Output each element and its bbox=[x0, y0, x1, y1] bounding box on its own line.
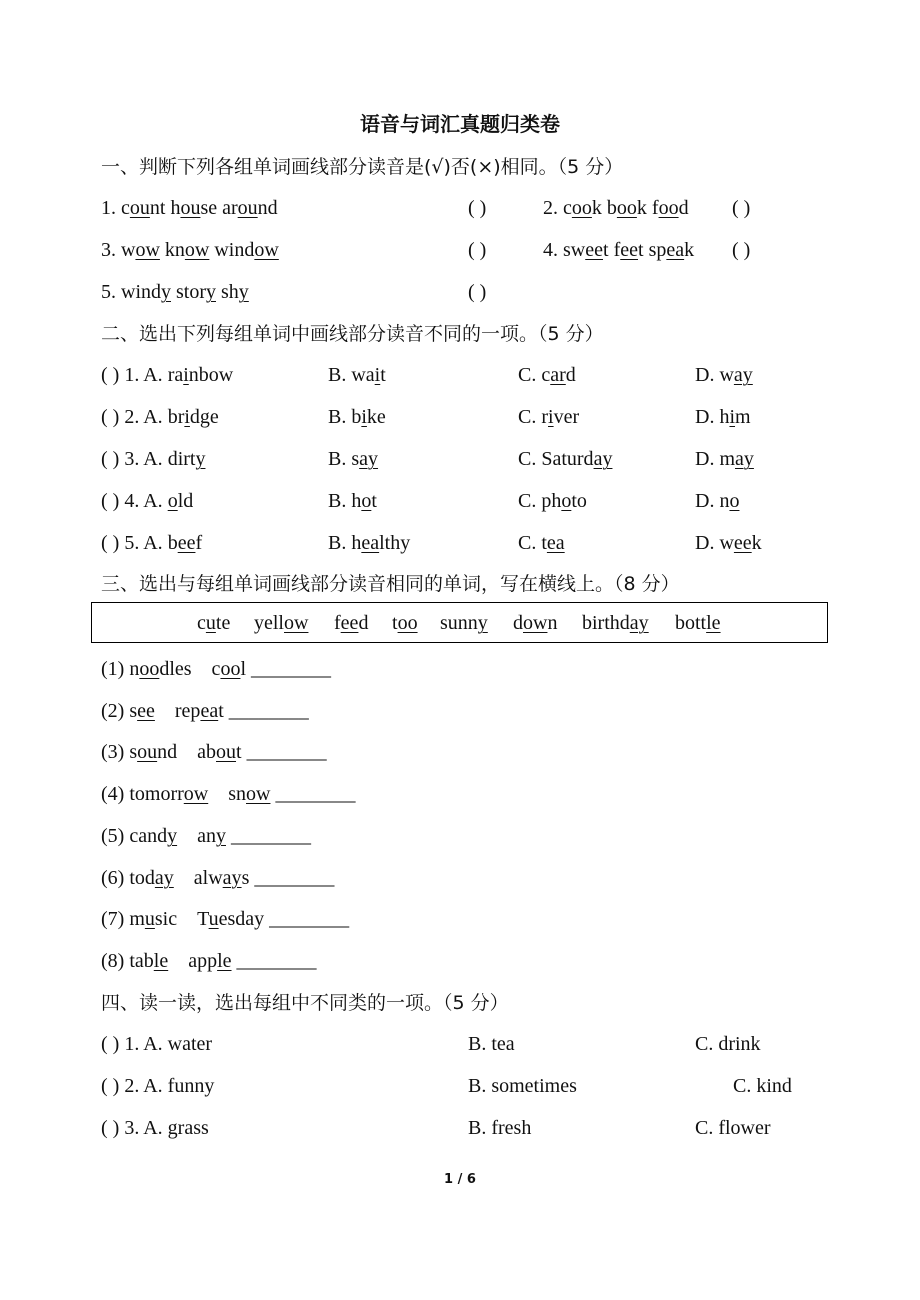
answer-blank[interactable]: ________ bbox=[269, 908, 350, 931]
underlined-sound: le bbox=[217, 949, 232, 972]
word: snow bbox=[228, 783, 271, 806]
judge-words: 1. count house around bbox=[101, 197, 278, 219]
underlined-sound: ee bbox=[585, 239, 603, 261]
judge-words: 4. sweet feet speak bbox=[543, 239, 695, 261]
word: shy bbox=[221, 281, 249, 303]
category-option-b: B. tea bbox=[468, 1033, 515, 1055]
choice-option: D. may bbox=[695, 448, 754, 470]
word: old bbox=[167, 490, 194, 512]
category-option-b: B. fresh bbox=[468, 1117, 532, 1139]
answer-blank[interactable]: ________ bbox=[230, 824, 311, 847]
word: candy bbox=[129, 824, 178, 847]
word: river bbox=[541, 406, 580, 428]
word-bank-word bbox=[440, 612, 488, 635]
answer-blank[interactable]: ________ bbox=[246, 741, 327, 764]
word: sound bbox=[129, 741, 178, 764]
word: bottle bbox=[675, 612, 721, 634]
word: way bbox=[719, 364, 753, 386]
underlined-sound: ee bbox=[620, 239, 638, 261]
word: count bbox=[121, 197, 166, 219]
section4-heading: 四、读一读，选出每组中不同类的一项。（5 分） bbox=[101, 992, 509, 1014]
word: today bbox=[129, 866, 174, 889]
judge-item bbox=[0, 279, 920, 305]
word: house bbox=[170, 197, 218, 219]
sound-match-item: (7) music Tuesday ________ bbox=[101, 908, 350, 931]
choice-option: C. river bbox=[518, 406, 580, 428]
choice-option: B. healthy bbox=[328, 532, 411, 554]
underlined-sound: i bbox=[183, 364, 189, 386]
category-option-c: C. kind bbox=[733, 1075, 792, 1097]
judge-words: 2. cook book food bbox=[543, 197, 689, 219]
underlined-sound: o bbox=[561, 490, 572, 512]
category-row bbox=[0, 1115, 920, 1141]
underlined-sound: y bbox=[238, 281, 249, 303]
word: cool bbox=[211, 658, 246, 680]
word: windy bbox=[121, 281, 171, 303]
choice-option-a: ( ) 1. A. rainbow bbox=[101, 364, 234, 386]
word: birthday bbox=[582, 612, 649, 634]
category-row bbox=[0, 1073, 920, 1099]
sound-match-item: (5) candy any ________ bbox=[101, 824, 311, 847]
underlined-sound: i bbox=[374, 364, 381, 386]
underlined-sound: ay bbox=[593, 448, 613, 470]
word: any bbox=[197, 824, 226, 847]
word: rainbow bbox=[167, 364, 234, 386]
choice-option: B. wait bbox=[328, 364, 386, 386]
word: bike bbox=[351, 406, 386, 428]
word: music bbox=[129, 908, 178, 931]
underlined-sound: i bbox=[184, 406, 190, 428]
word-bank-word bbox=[582, 612, 649, 635]
sound-match-item: (4) tomorrow snow ________ bbox=[101, 783, 356, 806]
word: week bbox=[719, 532, 762, 554]
underlined-sound: le bbox=[153, 949, 169, 972]
answer-parentheses[interactable]: ( ) bbox=[101, 406, 125, 428]
choice-option: C. card bbox=[518, 364, 576, 386]
underlined-sound: ou bbox=[129, 197, 150, 219]
underlined-sound: oo bbox=[658, 197, 679, 219]
category-row bbox=[0, 1031, 920, 1057]
underlined-sound: le bbox=[706, 612, 721, 634]
sound-match-item: (2) see repeat ________ bbox=[101, 699, 309, 722]
underlined-sound: oo bbox=[397, 612, 418, 634]
judge-item bbox=[0, 195, 920, 221]
choice-option: D. him bbox=[695, 406, 751, 428]
underlined-sound: u bbox=[144, 908, 155, 931]
word: know bbox=[164, 239, 210, 261]
word: may bbox=[719, 448, 754, 470]
word: too bbox=[392, 612, 418, 634]
word: always bbox=[193, 866, 250, 889]
word-bank-word bbox=[392, 612, 418, 635]
underlined-sound: ea bbox=[666, 239, 685, 261]
word: Tuesday bbox=[197, 908, 265, 931]
word: book bbox=[606, 197, 647, 219]
choice-row bbox=[0, 404, 920, 430]
word: card bbox=[541, 364, 576, 386]
underlined-sound: ay bbox=[359, 448, 379, 470]
underlined-sound: ow bbox=[246, 783, 271, 806]
choice-row bbox=[0, 362, 920, 388]
answer-parentheses[interactable]: ( ) bbox=[101, 448, 125, 470]
word: window bbox=[214, 239, 279, 261]
underlined-sound: ay bbox=[735, 448, 754, 470]
category-option-a: ( ) 3. A. grass bbox=[101, 1117, 209, 1139]
word: about bbox=[197, 741, 242, 764]
underlined-sound: ay bbox=[222, 866, 242, 889]
answer-parentheses[interactable]: ( ) bbox=[101, 490, 125, 512]
underlined-sound: oo bbox=[139, 658, 160, 680]
word: apple bbox=[188, 949, 232, 972]
answer-parentheses[interactable]: ( ) bbox=[101, 1033, 125, 1055]
category-option-a: ( ) 1. A. water bbox=[101, 1033, 213, 1055]
underlined-sound: ow bbox=[523, 612, 548, 634]
word: repeat bbox=[174, 699, 224, 722]
underlined-sound: ou bbox=[137, 741, 158, 764]
answer-parentheses[interactable]: ( ) bbox=[732, 197, 751, 219]
category-option-c: C. flower bbox=[695, 1117, 771, 1139]
underlined-sound: y bbox=[161, 281, 171, 303]
choice-option: D. no bbox=[695, 490, 740, 512]
category-option-c: C. drink bbox=[695, 1033, 761, 1055]
word: feed bbox=[334, 612, 369, 634]
underlined-sound: ee bbox=[177, 532, 196, 554]
answer-parentheses[interactable]: ( ) bbox=[732, 239, 751, 261]
answer-blank[interactable]: ________ bbox=[228, 699, 309, 722]
underlined-sound: oo bbox=[571, 197, 592, 219]
word: cute bbox=[197, 612, 231, 634]
answer-parentheses[interactable]: ( ) bbox=[468, 197, 487, 219]
choice-row bbox=[0, 530, 920, 556]
underlined-sound: y bbox=[195, 448, 206, 470]
underlined-sound: ay bbox=[629, 612, 649, 634]
choice-option: B. say bbox=[328, 448, 379, 470]
choice-option-a: ( ) 2. A. bridge bbox=[101, 406, 219, 428]
word-bank-word bbox=[513, 612, 557, 635]
underlined-sound: ow bbox=[135, 239, 160, 261]
underlined-sound: ea bbox=[200, 699, 219, 722]
category-option-a: ( ) 2. A. funny bbox=[101, 1075, 215, 1097]
word: wait bbox=[351, 364, 386, 386]
answer-blank[interactable]: ________ bbox=[275, 783, 356, 806]
page-title: 语音与词汇真题归类卷 bbox=[360, 112, 560, 136]
word: cook bbox=[563, 197, 602, 219]
word: him bbox=[719, 406, 751, 428]
underlined-sound: i bbox=[729, 406, 736, 428]
answer-blank[interactable]: ________ bbox=[251, 658, 331, 680]
word: see bbox=[129, 699, 155, 722]
word: dirty bbox=[167, 448, 206, 470]
page-number: 1 / 6 bbox=[444, 1172, 476, 1187]
underlined-sound: ee bbox=[733, 532, 752, 554]
section3-heading: 三、选出与每组单词画线部分读音相同的单词，写在横线上。（8 分） bbox=[101, 573, 680, 595]
category-option-b: B. sometimes bbox=[468, 1075, 577, 1097]
word-bank-word bbox=[675, 612, 721, 635]
underlined-sound: ea bbox=[546, 532, 565, 554]
answer-parentheses[interactable]: ( ) bbox=[101, 364, 125, 386]
word: feet bbox=[613, 239, 644, 261]
choice-row bbox=[0, 446, 920, 472]
word: Saturday bbox=[541, 448, 613, 470]
word: sweet bbox=[563, 239, 609, 261]
underlined-sound: ar bbox=[550, 364, 566, 386]
word: beef bbox=[167, 532, 203, 554]
underlined-sound: ow bbox=[284, 612, 309, 634]
word: wow bbox=[121, 239, 160, 261]
underlined-sound: i bbox=[548, 406, 554, 428]
word-bank-word bbox=[197, 612, 230, 635]
choice-row bbox=[0, 488, 920, 514]
underlined-sound: ou bbox=[216, 741, 237, 764]
underlined-sound: y bbox=[206, 281, 216, 303]
word: yellow bbox=[254, 612, 309, 634]
underlined-sound: o bbox=[729, 490, 740, 512]
choice-option-a: ( ) 5. A. beef bbox=[101, 532, 203, 554]
word: say bbox=[351, 448, 379, 470]
choice-option: B. bike bbox=[328, 406, 386, 428]
section2-heading: 二、选出下列每组单词中画线部分读音不同的一项。（5 分） bbox=[101, 323, 604, 345]
underlined-sound: ee bbox=[137, 699, 155, 722]
judge-words: 5. windy story shy bbox=[101, 281, 249, 303]
underlined-sound: ee bbox=[340, 612, 359, 634]
choice-option: C. Saturday bbox=[518, 448, 613, 470]
word: sunny bbox=[440, 612, 488, 634]
word: healthy bbox=[351, 532, 411, 554]
word: speak bbox=[648, 239, 695, 261]
underlined-sound: y bbox=[215, 824, 226, 847]
choice-option: D. week bbox=[695, 532, 762, 554]
word: story bbox=[176, 281, 216, 303]
answer-parentheses[interactable]: ( ) bbox=[101, 1117, 125, 1139]
answer-parentheses[interactable]: ( ) bbox=[101, 532, 125, 554]
underlined-sound: y bbox=[167, 824, 178, 847]
word: down bbox=[513, 612, 558, 634]
word: tomorrow bbox=[129, 783, 209, 806]
underlined-sound: oo bbox=[220, 658, 241, 680]
answer-parentheses[interactable]: ( ) bbox=[468, 281, 487, 303]
choice-option-a: ( ) 4. A. old bbox=[101, 490, 194, 512]
word-bank-word bbox=[254, 612, 308, 635]
underlined-sound: u bbox=[208, 908, 219, 931]
word: bridge bbox=[167, 406, 219, 428]
choice-option: B. hot bbox=[328, 490, 377, 512]
word: table bbox=[129, 949, 169, 972]
sound-match-item: (3) sound about ________ bbox=[101, 741, 327, 764]
underlined-sound: ow bbox=[254, 239, 279, 261]
underlined-sound: y bbox=[477, 612, 488, 634]
choice-option: C. tea bbox=[518, 532, 565, 554]
answer-parentheses[interactable]: ( ) bbox=[468, 239, 487, 261]
section1-heading: 一、判断下列各组单词画线部分读音是(√)否(×)相同。（5 分） bbox=[101, 156, 624, 178]
word: photo bbox=[541, 490, 587, 512]
underlined-sound: ou bbox=[237, 197, 258, 219]
word-bank-box bbox=[91, 602, 828, 643]
choice-option: D. way bbox=[695, 364, 753, 386]
sound-match-item: (1) noodles cool ________ bbox=[101, 658, 331, 680]
judge-item bbox=[0, 237, 920, 263]
underlined-sound: ay bbox=[733, 364, 753, 386]
underlined-sound: o bbox=[167, 490, 178, 512]
underlined-sound: u bbox=[205, 612, 216, 634]
underlined-sound: ow bbox=[184, 239, 210, 261]
sound-match-item: (8) table apple ________ bbox=[101, 949, 317, 972]
choice-option-a: ( ) 3. A. dirty bbox=[101, 448, 206, 470]
word: hot bbox=[351, 490, 377, 512]
word: noodles bbox=[129, 658, 192, 680]
underlined-sound: ea bbox=[361, 532, 380, 554]
answer-blank[interactable]: ________ bbox=[254, 866, 335, 889]
underlined-sound: ou bbox=[180, 197, 201, 219]
word: tea bbox=[541, 532, 565, 554]
word: around bbox=[222, 197, 278, 219]
word: no bbox=[719, 490, 740, 512]
word-bank-word bbox=[334, 612, 368, 635]
answer-blank[interactable]: ________ bbox=[236, 949, 317, 972]
word: food bbox=[651, 197, 689, 219]
answer-parentheses[interactable]: ( ) bbox=[101, 1075, 125, 1097]
underlined-sound: ow bbox=[183, 783, 209, 806]
underlined-sound: oo bbox=[616, 197, 637, 219]
judge-words: 3. wow know window bbox=[101, 239, 279, 261]
choice-option: C. photo bbox=[518, 490, 587, 512]
underlined-sound: o bbox=[361, 490, 372, 512]
underlined-sound: i bbox=[361, 406, 367, 428]
sound-match-item: (6) today always ________ bbox=[101, 866, 335, 889]
underlined-sound: ay bbox=[154, 866, 174, 889]
